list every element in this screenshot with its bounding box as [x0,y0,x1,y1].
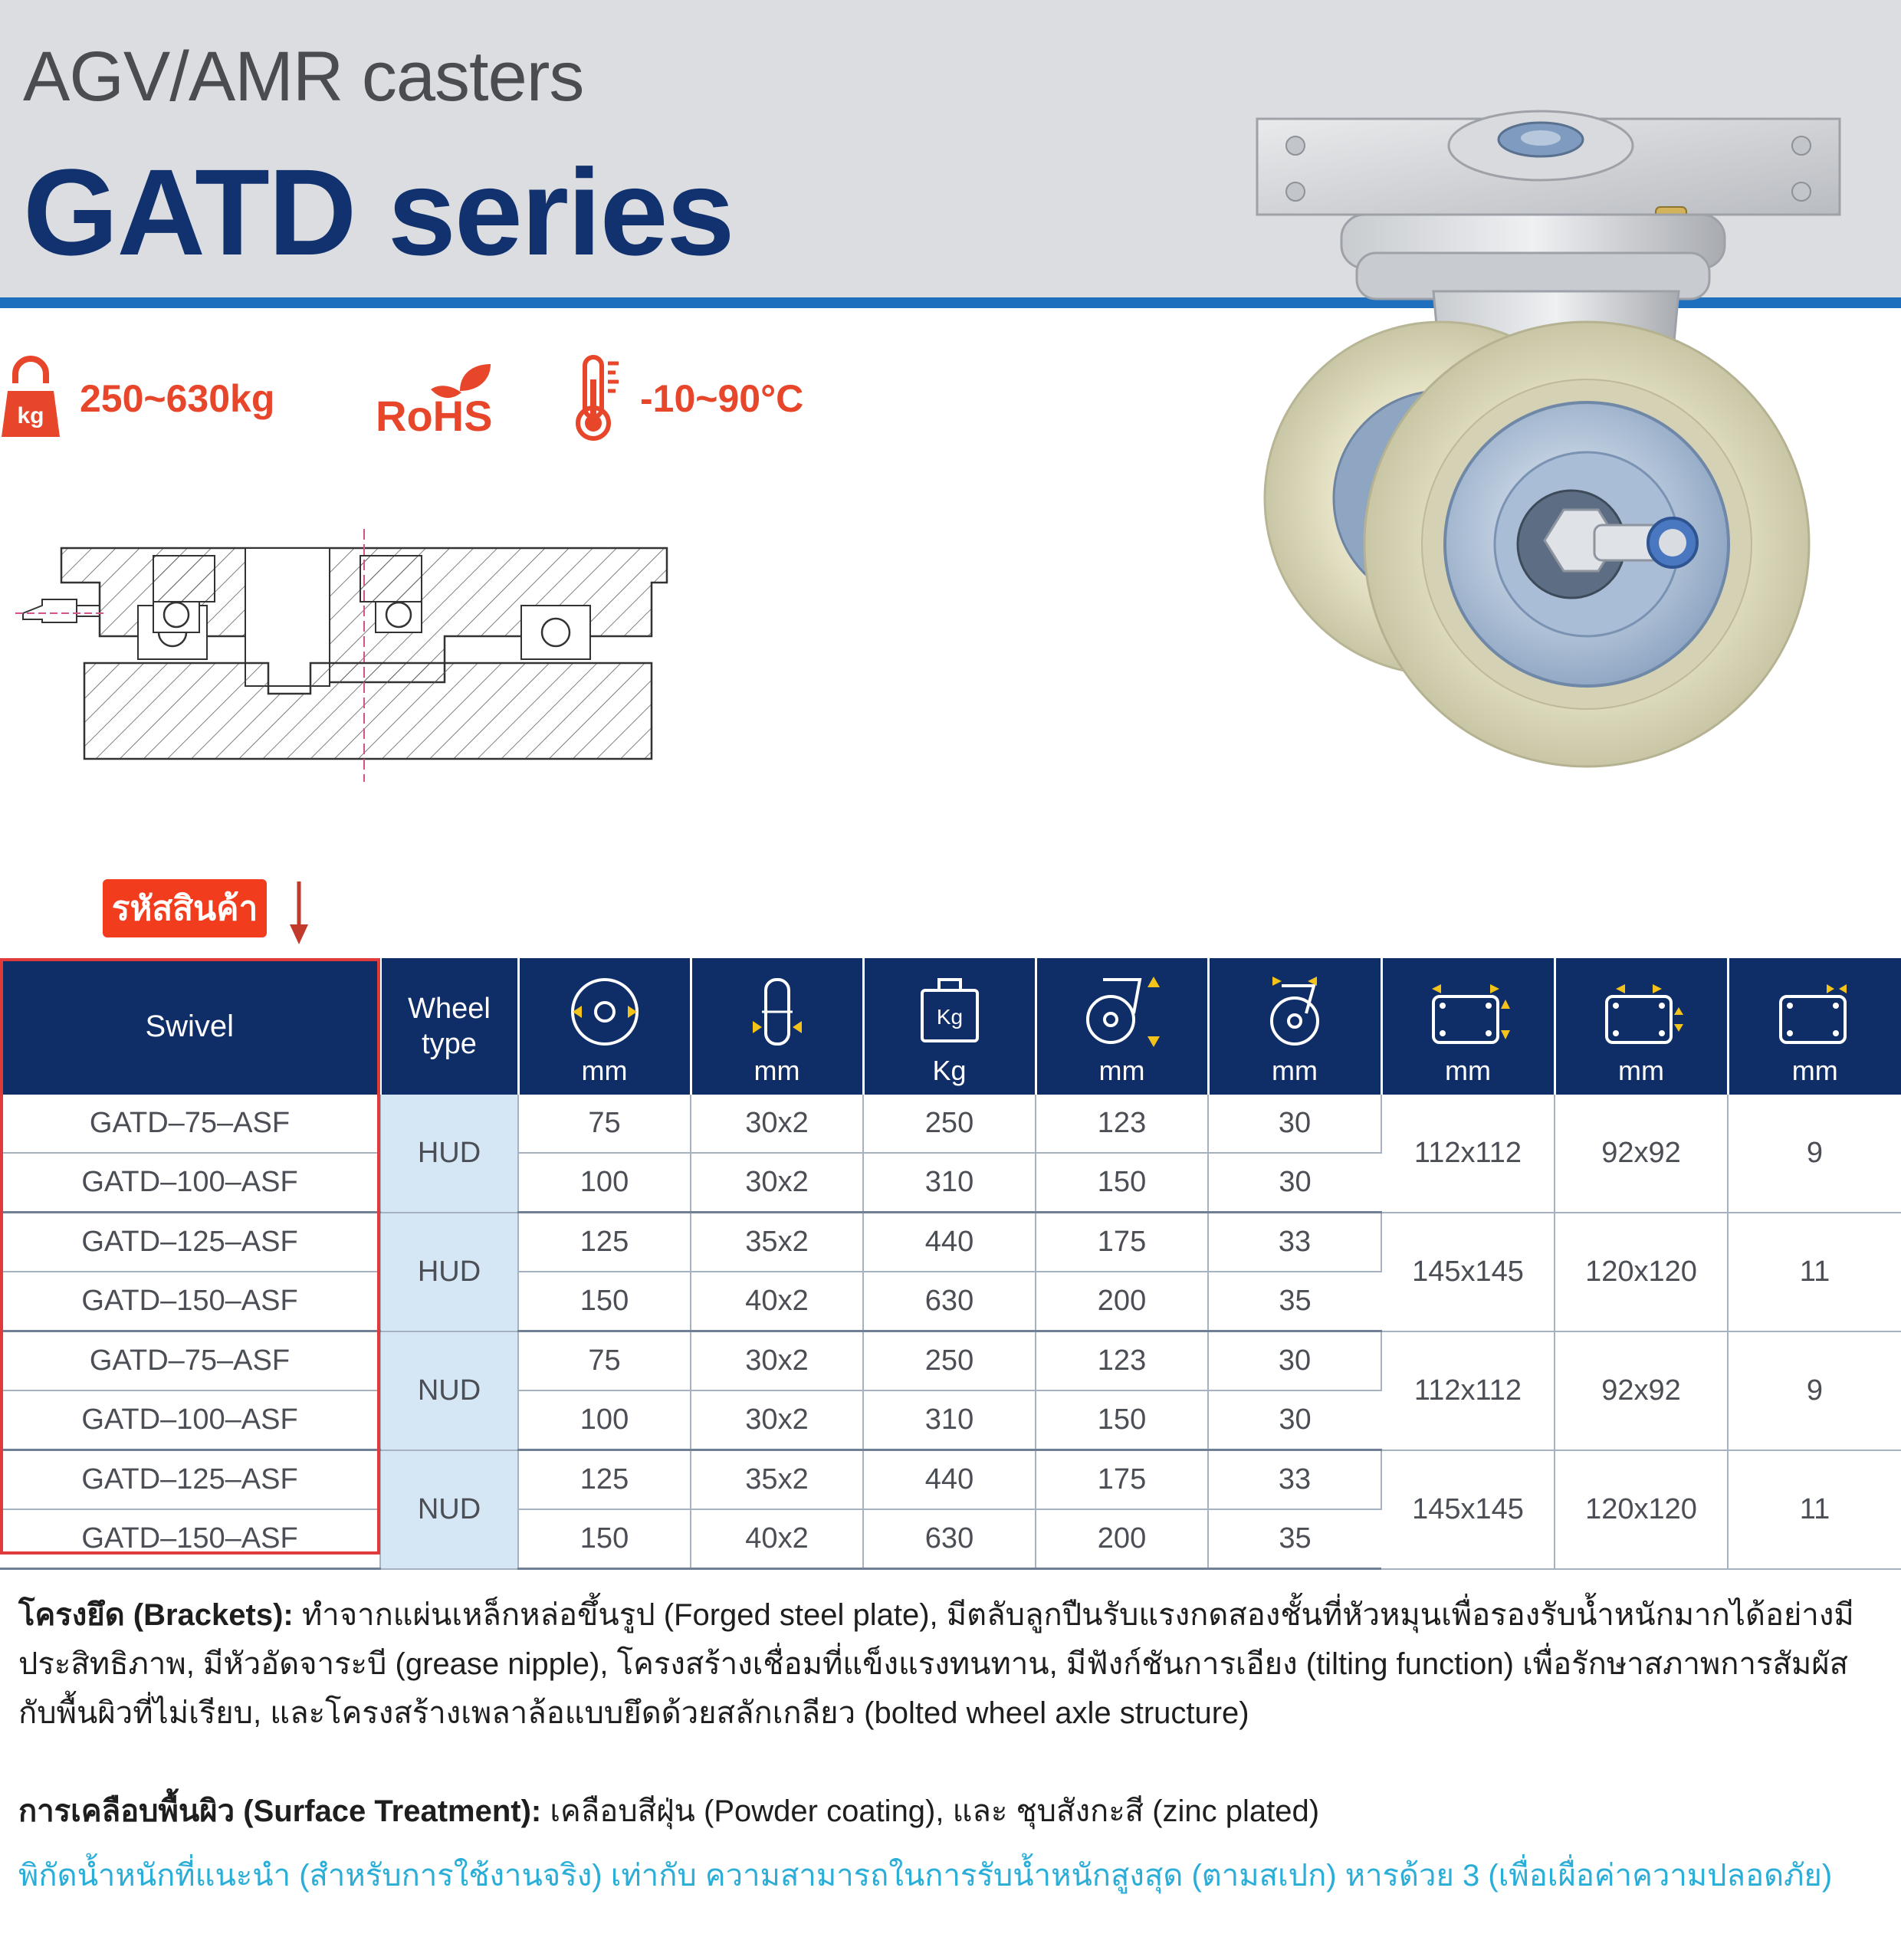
caster-height-icon [1080,973,1164,1050]
product-code: GATD–100–ASF [0,1390,380,1450]
wheel-type: HUD [380,1213,518,1331]
bolt-hole-spacing: 92x92 [1555,1331,1728,1450]
wheel-diameter: 125 [518,1450,691,1510]
weight-icon [0,353,61,445]
wheel-width: 40x2 [691,1509,863,1569]
header-wheel-width [691,958,863,1095]
header-wheel-width-unit: mm [754,1055,800,1086]
cross-section-drawing [15,529,690,790]
overall-height: 200 [1036,1272,1208,1331]
product-code: GATD–150–ASF [0,1272,380,1331]
plate-size: 145x145 [1381,1213,1555,1331]
arrow-down-icon [284,880,314,946]
load-capacity: 250 [863,1331,1036,1391]
surface-note [18,1787,1881,1836]
overall-height: 150 [1036,1390,1208,1450]
wheel-width: 35x2 [691,1450,863,1510]
header-load-unit: Kg [932,1055,967,1086]
header-wheel-diameter-unit: mm [581,1055,628,1086]
caster-product-image [1203,100,1863,774]
weight-icon-label: kg [17,403,44,428]
wheel-width: 30x2 [691,1390,863,1450]
thermometer-icon [571,353,625,445]
wheel-width: 30x2 [691,1095,863,1153]
header-offset [1208,958,1381,1095]
wheel-diameter: 75 [518,1095,691,1153]
bolt-size-icon [1773,973,1857,1050]
header-swivel: Swivel [0,958,380,1095]
load-capacity: 630 [863,1272,1036,1331]
overall-height: 200 [1036,1509,1208,1569]
header-overall-height [1036,958,1208,1095]
table-row [0,1331,1901,1391]
offset: 35 [1208,1272,1381,1331]
load-capacity: 310 [863,1390,1036,1450]
load-capacity-spec [0,349,274,448]
wheel-diameter: 150 [518,1272,691,1331]
wheel-diameter: 150 [518,1509,691,1569]
product-code: GATD–100–ASF [0,1153,380,1213]
plate-size: 145x145 [1381,1450,1555,1569]
overall-height: 123 [1036,1095,1208,1153]
offset: 30 [1208,1331,1381,1391]
caster-offset-icon [1253,973,1337,1050]
bolt-hole-spacing-icon [1599,973,1683,1050]
bolt-size: 9 [1728,1095,1901,1213]
product-category: AGV/AMR casters [23,38,584,116]
wheel-diameter: 125 [518,1213,691,1272]
page-title [23,142,734,283]
header-plate-size-unit: mm [1445,1055,1491,1086]
table-row [0,1213,1901,1272]
overall-height: 175 [1036,1213,1208,1272]
bolt-size: 9 [1728,1331,1901,1450]
wheel-width: 35x2 [691,1213,863,1272]
bolt-hole-spacing: 120x120 [1555,1213,1728,1331]
header-bolt-size [1728,958,1901,1095]
header-wheel-type: Wheel type [380,958,518,1095]
offset: 30 [1208,1153,1381,1213]
bolt-hole-spacing: 120x120 [1555,1450,1728,1569]
header-plate-size [1381,958,1555,1095]
bolt-hole-spacing: 92x92 [1555,1095,1728,1213]
header-offset-unit: mm [1272,1055,1318,1086]
wheel-type: HUD [380,1095,518,1213]
plate-size: 112x112 [1381,1095,1555,1213]
load-range: 250~630kg [80,377,275,420]
wheel-diameter: 100 [518,1390,691,1450]
overall-height: 175 [1036,1450,1208,1510]
brackets-label: โครงยึด (Brackets): [18,1598,294,1632]
load-capacity: 310 [863,1153,1036,1213]
bolt-size: 11 [1728,1450,1901,1569]
header-wheel-diameter [518,958,691,1095]
brackets-text: ทำจากแผ่นเหล็กหล่อขึ้นรูป (Forged steel plate), มีตลับลูกปืนรับแรงกดสองชั้นที่หัวหมุนเพื่อรองรับน้ำหนักมากได้อย่างมีประสิทธิภาพ, มีหัวอัดจาระบี (grease nipple), โครงสร้างเชื่อมที่แข็งแรงทนทาน, มีฟังก์ชันการเอียง (tilting function) เพื่อรักษาสภาพการสัมผัสกับพื้นผิวที่ไม่เรียบ, และโครงสร้างเพลาล้อแบบยึดด้วยสลักเกลียว (bolted wheel axle structure) [18,1598,1854,1730]
surface-label: การเคลือบพื้นผิว (Surface Treatment): [18,1794,542,1828]
series-suffix: series [355,143,734,281]
wheel-type: NUD [380,1450,518,1569]
temperature-spec [571,349,803,448]
load-capacity: 630 [863,1509,1036,1569]
offset: 30 [1208,1390,1381,1450]
rohs-badge [376,360,514,448]
table-header-row [0,958,1901,1095]
bolt-size: 11 [1728,1213,1901,1331]
overall-height: 150 [1036,1153,1208,1213]
header-overall-height-unit: mm [1098,1055,1145,1086]
offset: 33 [1208,1450,1381,1510]
wheel-width: 30x2 [691,1331,863,1391]
wheel-type: NUD [380,1331,518,1450]
wheel-diameter-icon [566,973,643,1050]
temperature-range: -10~90°C [640,377,804,420]
wheel-diameter: 100 [518,1153,691,1213]
load-capacity: 440 [863,1450,1036,1510]
offset: 35 [1208,1509,1381,1569]
product-code: GATD–125–ASF [0,1450,380,1510]
weight-scale-icon-label: Kg [936,1005,963,1029]
product-code: GATD–150–ASF [0,1509,380,1569]
product-notes [18,1591,1881,1900]
product-code: GATD–75–ASF [0,1331,380,1391]
rohs-label: RoHS [376,392,493,440]
plate-size: 112x112 [1381,1331,1555,1450]
overall-height: 123 [1036,1331,1208,1391]
header-bolt-hole-spacing-unit: mm [1618,1055,1664,1086]
rohs-leaf-icon [376,360,514,445]
table-row [0,1450,1901,1510]
wheel-width-icon [739,973,816,1050]
load-recommendation-note: พิกัดน้ำหนักที่แนะนำ (สำหรับการใช้งานจริง) เท่ากับ ความสามารถในการรับน้ำหนักสูงสุด (ตามสเปก) หารด้วย 3 (เพื่อเผื่อค่าความปลอดภัย) [18,1859,1833,1893]
product-code-tag: รหัสสินค้า [103,879,267,937]
wheel-width: 40x2 [691,1272,863,1331]
table-row [0,1095,1901,1153]
specification-table [0,958,1901,1570]
series-name: GATD [23,143,356,281]
header-bolt-hole-spacing [1555,958,1728,1095]
header-load-capacity [863,958,1036,1095]
wheel-diameter: 75 [518,1331,691,1391]
surface-text: เคลือบสีฝุ่น (Powder coating), และ ชุบสังกะสี (zinc plated) [541,1794,1320,1828]
brackets-note [18,1591,1881,1738]
offset: 30 [1208,1095,1381,1153]
wheel-width: 30x2 [691,1153,863,1213]
weight-scale-icon [911,973,988,1050]
product-code: GATD–75–ASF [0,1095,380,1153]
product-code: GATD–125–ASF [0,1213,380,1272]
offset: 33 [1208,1213,1381,1272]
load-capacity: 440 [863,1213,1036,1272]
load-capacity: 250 [863,1095,1036,1153]
plate-size-icon [1426,973,1510,1050]
header-bolt-size-unit: mm [1791,1055,1838,1086]
